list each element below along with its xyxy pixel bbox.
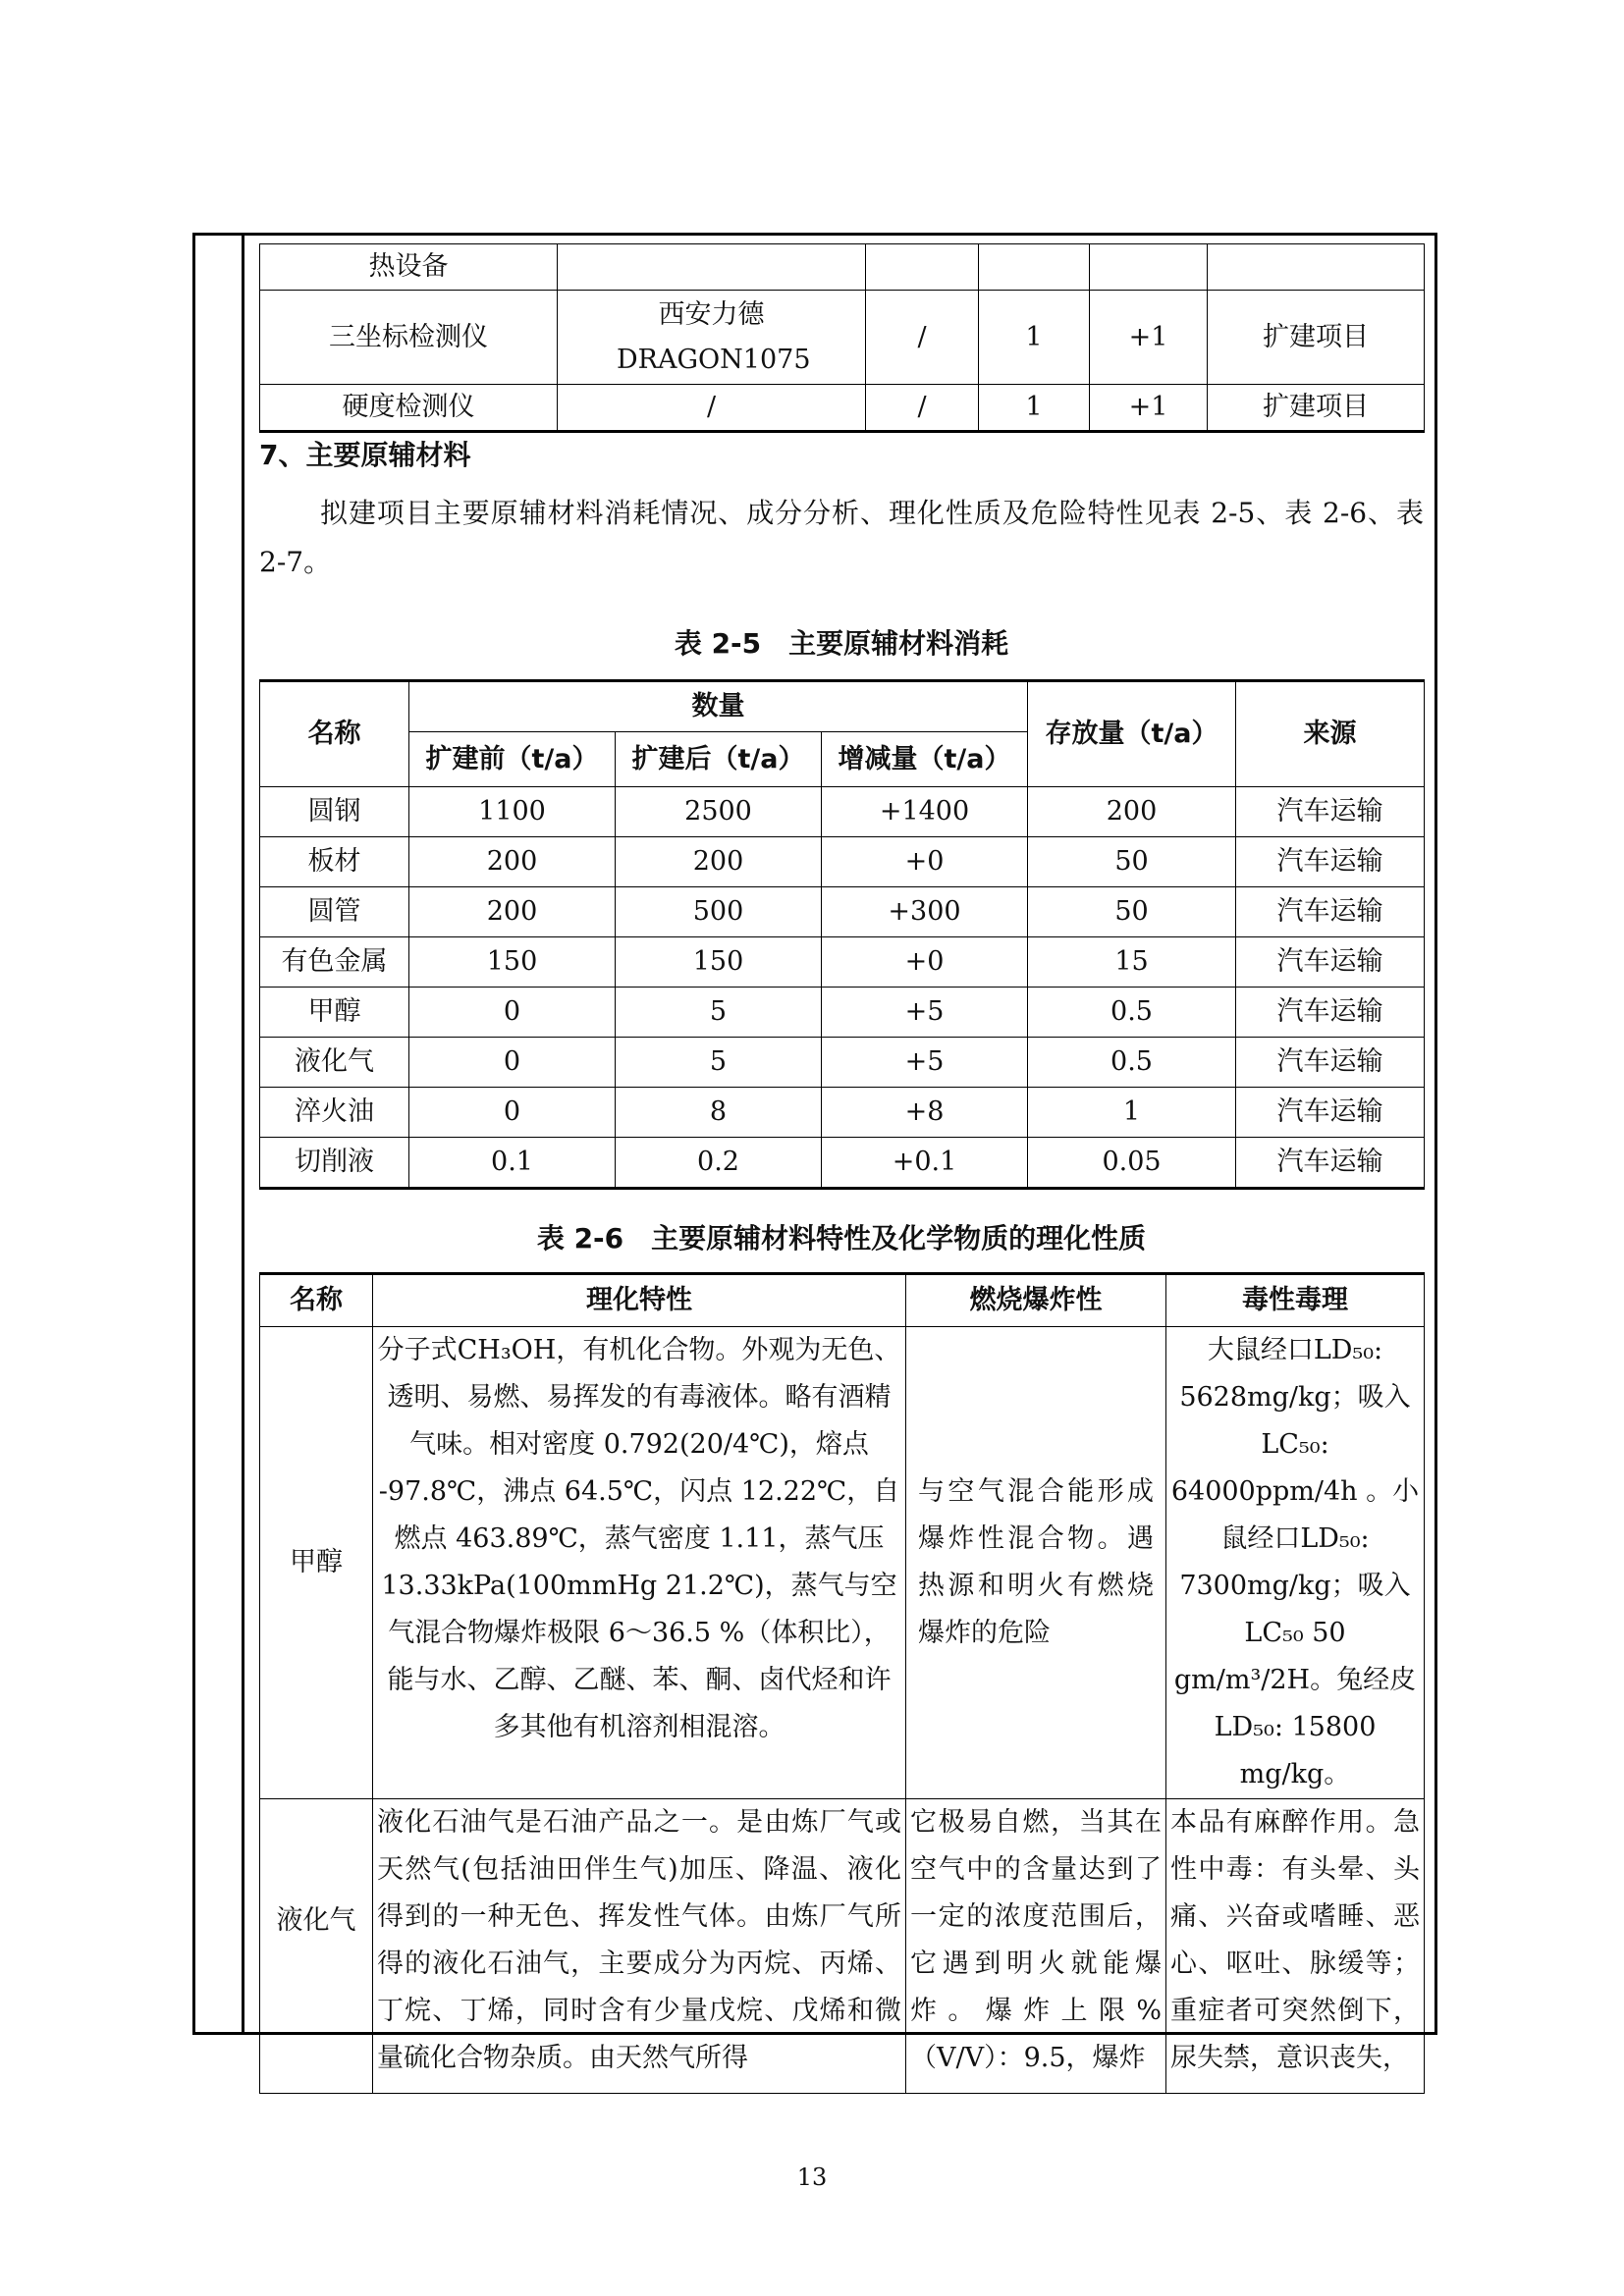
header-storage: 存放量（t/a） <box>1028 681 1236 787</box>
equipment-change: +1 <box>1090 291 1208 385</box>
material-properties: 分子式CH₃OH，有机化合物。外观为无色、透明、易燃、易挥发的有毒液体。略有酒精气味。相对密度 0.792(20/4℃)，熔点 -97.8℃，沸点 64.5℃，闪点 12.22℃，自燃点 463.89℃，蒸气密度 1.11，蒸气压 13.33kPa(100mmHg 21.2℃)，蒸气与空气混合物爆炸极限 6～36.5 %（体积比），能与水、乙醇、乙醚、苯、酮、卤代烃和许多其他有机溶剂相混溶。 <box>373 1327 906 1799</box>
table-2-5-caption: 表 2-5 主要原辅材料消耗 <box>674 627 1009 660</box>
cell-after: 0.2 <box>616 1138 822 1189</box>
section-paragraph: 拟建项目主要原辅材料消耗情况、成分分析、理化性质及危险特性见表 2-5、表 2-6、表 2-7。 <box>259 497 1424 578</box>
equipment-note <box>1208 244 1425 291</box>
cell-delta: +8 <box>822 1088 1028 1138</box>
cell-after: 2500 <box>616 787 822 837</box>
equipment-name: 三坐标检测仪 <box>260 291 558 385</box>
equipment-qty: 1 <box>979 385 1090 432</box>
cell-storage: 15 <box>1028 937 1236 988</box>
cell-name: 圆管 <box>260 887 409 937</box>
material-toxicity: 本品有麻醉作用。急性中毒：有头晕、头痛、兴奋或嗜睡、恶心、呕吐、脉缓等；重症者可突然倒下，尿失禁，意识丧失， <box>1166 1799 1425 2094</box>
table-row <box>260 1799 1425 2094</box>
cell-before: 0 <box>409 1038 616 1088</box>
equipment-qty: 1 <box>979 291 1090 385</box>
equipment-note: 扩建项目 <box>1208 385 1425 432</box>
cell-before: 1100 <box>409 787 616 837</box>
cell-delta: +0.1 <box>822 1138 1028 1189</box>
cell-after: 5 <box>616 988 822 1038</box>
cell-name: 圆钢 <box>260 787 409 837</box>
cell-delta: +300 <box>822 887 1028 937</box>
cell-storage: 0.5 <box>1028 1038 1236 1088</box>
table-row <box>260 291 1425 385</box>
table-row <box>260 1327 1425 1799</box>
header-toxicity: 毒性毒理 <box>1166 1274 1425 1327</box>
table-row <box>260 1138 1425 1189</box>
material-flammability: 与空气混合能形成爆炸性混合物。遇热源和明火有燃烧爆炸的危险 <box>906 1327 1166 1799</box>
cell-source: 汽车运输 <box>1236 937 1425 988</box>
header-before: 扩建前（t/a） <box>409 732 616 787</box>
table-row <box>260 837 1425 887</box>
header-properties: 理化特性 <box>373 1274 906 1327</box>
header-after: 扩建后（t/a） <box>616 732 822 787</box>
page-number: 13 <box>796 2163 828 2191</box>
cell-delta: +5 <box>822 988 1028 1038</box>
cell-before: 0 <box>409 1088 616 1138</box>
cell-before: 200 <box>409 887 616 937</box>
table-row <box>260 937 1425 988</box>
equipment-name: 热设备 <box>260 244 558 291</box>
header-delta: 增减量（t/a） <box>822 732 1028 787</box>
equipment-note: 扩建项目 <box>1208 291 1425 385</box>
cell-source: 汽车运输 <box>1236 1088 1425 1138</box>
cell-source: 汽车运输 <box>1236 1038 1425 1088</box>
equipment-change: +1 <box>1090 385 1208 432</box>
cell-before: 0.1 <box>409 1138 616 1189</box>
equipment-change <box>1090 244 1208 291</box>
header-source: 来源 <box>1236 681 1425 787</box>
cell-source: 汽车运输 <box>1236 887 1425 937</box>
cell-after: 5 <box>616 1038 822 1088</box>
cell-source: 汽车运输 <box>1236 988 1425 1038</box>
cell-after: 500 <box>616 887 822 937</box>
table-header-row <box>260 1274 1425 1327</box>
material-properties: 液化石油气是石油产品之一。是由炼厂气或天然气(包括油田伴生气)加压、降温、液化得到的一种无色、挥发性气体。由炼厂气所得的液化石油气，主要成分为丙烷、丙烯、丁烷、丁烯，同时含有少量戊烷、戊烯和微量硫化合物杂质。由天然气所得 <box>373 1799 906 2094</box>
cell-storage: 0.05 <box>1028 1138 1236 1189</box>
equipment-model <box>558 244 866 291</box>
cell-delta: +0 <box>822 837 1028 887</box>
header-name: 名称 <box>260 1274 373 1327</box>
cell-name: 淬火油 <box>260 1088 409 1138</box>
table-row <box>260 385 1425 432</box>
header-flammability: 燃烧爆炸性 <box>906 1274 1166 1327</box>
cell-source: 汽车运输 <box>1236 1138 1425 1189</box>
table-row <box>260 988 1425 1038</box>
material-name: 液化气 <box>260 1799 373 2094</box>
equipment-name: 硬度检测仪 <box>260 385 558 432</box>
table-row <box>260 787 1425 837</box>
cell-before: 200 <box>409 837 616 887</box>
cell-name: 切削液 <box>260 1138 409 1189</box>
frame-left-rule <box>242 233 244 2035</box>
section-heading: 7、主要原辅材料 <box>259 439 471 471</box>
cell-name: 甲醇 <box>260 988 409 1038</box>
cell-name: 有色金属 <box>260 937 409 988</box>
material-name: 甲醇 <box>260 1327 373 1799</box>
cell-before: 150 <box>409 937 616 988</box>
equipment-table <box>259 243 1425 433</box>
cell-name: 液化气 <box>260 1038 409 1088</box>
table-row <box>260 1088 1425 1138</box>
material-toxicity: 大鼠经口LD₅₀: 5628mg/kg；吸入LC₅₀: 64000ppm/4h 。小鼠经口LD₅₀: 7300mg/kg；吸入LC₅₀ 50 gm/m³/2H。兔经皮LD₅₀: 15800 mg/kg。 <box>1166 1327 1425 1799</box>
material-flammability: 它极易自燃，当其在空气中的含量达到了一定的浓度范围后，它遇到明火就能爆炸。爆炸上限%（V/V）：9.5，爆炸 <box>906 1799 1166 2094</box>
cell-storage: 200 <box>1028 787 1236 837</box>
cell-before: 0 <box>409 988 616 1038</box>
cell-source: 汽车运输 <box>1236 837 1425 887</box>
cell-after: 8 <box>616 1088 822 1138</box>
equipment-model: 西安力德 DRAGON1075 <box>558 291 866 385</box>
table-row <box>260 887 1425 937</box>
table-2-6-clip <box>259 1272 1424 2073</box>
equipment-unit <box>866 244 979 291</box>
cell-storage: 0.5 <box>1028 988 1236 1038</box>
cell-storage: 1 <box>1028 1088 1236 1138</box>
cell-after: 150 <box>616 937 822 988</box>
cell-delta: +5 <box>822 1038 1028 1088</box>
materials-consumption-body <box>260 787 1425 1189</box>
materials-properties-table <box>259 1272 1425 2094</box>
header-name: 名称 <box>260 681 409 787</box>
cell-delta: +1400 <box>822 787 1028 837</box>
equipment-qty <box>979 244 1090 291</box>
equipment-unit: / <box>866 291 979 385</box>
cell-storage: 50 <box>1028 887 1236 937</box>
table-2-6-caption: 表 2-6 主要原辅材料特性及化学物质的理化性质 <box>536 1222 1147 1255</box>
cell-source: 汽车运输 <box>1236 787 1425 837</box>
cell-name: 板材 <box>260 837 409 887</box>
cell-delta: +0 <box>822 937 1028 988</box>
table-row <box>260 1038 1425 1088</box>
table-header-row <box>260 681 1425 732</box>
table-row <box>260 244 1425 291</box>
cell-after: 200 <box>616 837 822 887</box>
cell-storage: 50 <box>1028 837 1236 887</box>
header-quantity: 数量 <box>409 681 1028 732</box>
equipment-model: / <box>558 385 866 432</box>
materials-consumption-table <box>259 679 1425 1190</box>
equipment-unit: / <box>866 385 979 432</box>
